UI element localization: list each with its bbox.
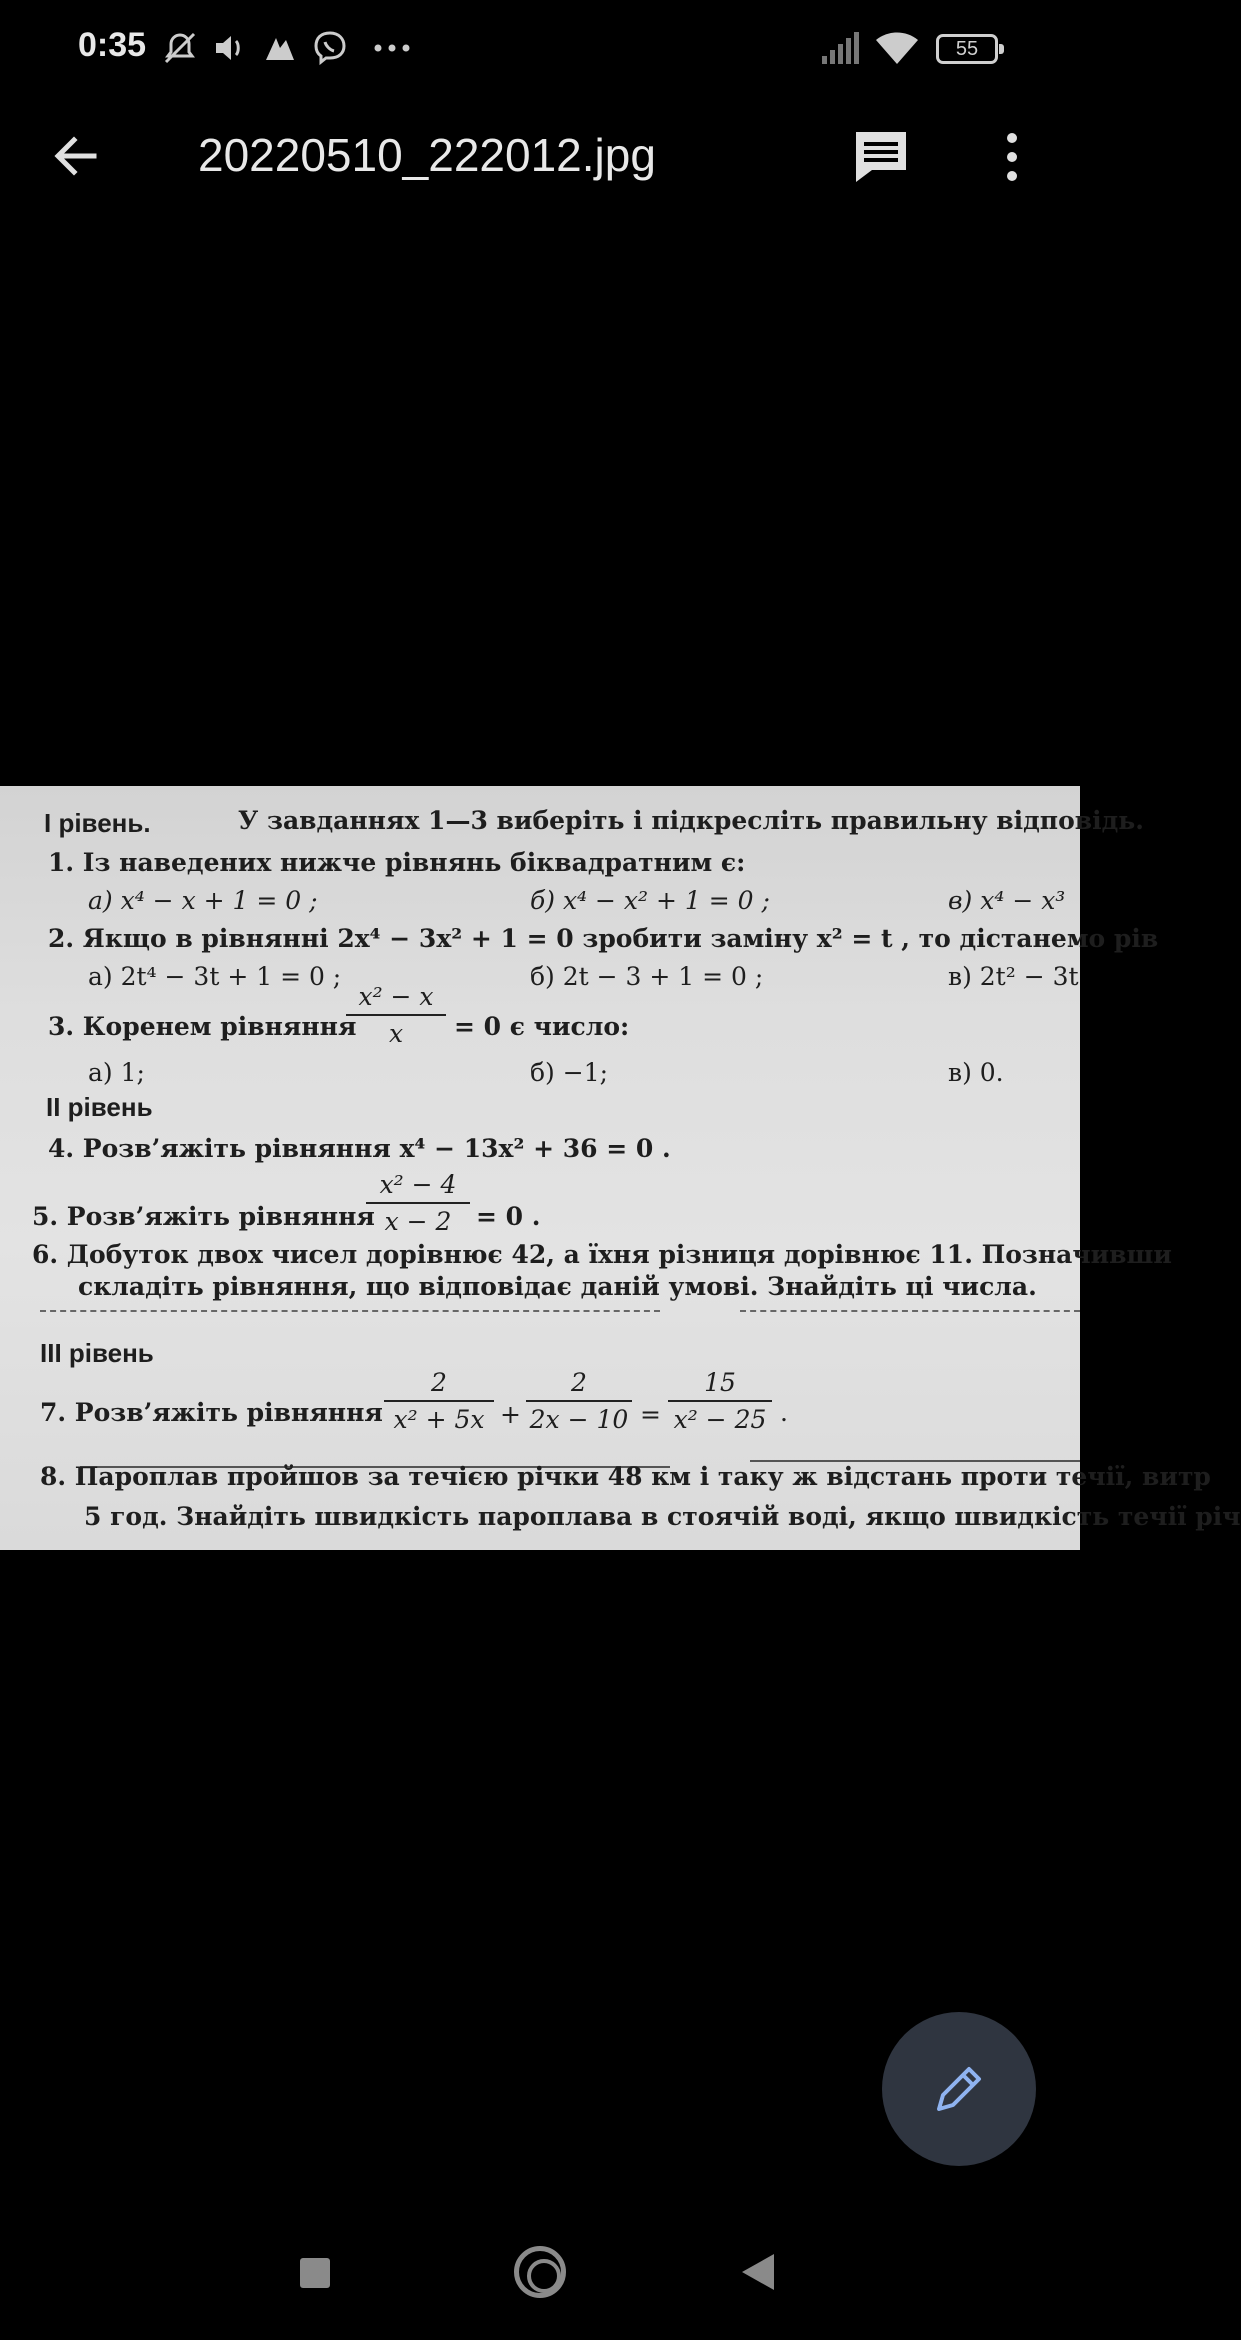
q4-text: 4. Розв’яжіть рівняння x⁴ − 13x² + 36 = 0 . — [48, 1134, 671, 1163]
q7-f2-denominator: 2x − 10 — [529, 1405, 629, 1434]
fraction-bar — [346, 1014, 446, 1016]
q1-option-c: в) x⁴ − x³ — [948, 886, 1066, 915]
q7-fraction-2 — [526, 1368, 632, 1434]
q3-option-b: б) −1; — [530, 1058, 609, 1087]
q5-numerator: x² − 4 — [379, 1170, 457, 1199]
q2-option-b: б) 2t − 3 + 1 = 0 ; — [530, 962, 764, 991]
status-bar — [0, 0, 1080, 100]
q6-line2: складіть рівняння, що відповідає даній умові. Знайдіть ці числа. — [78, 1272, 1037, 1301]
q1-option-b: б) x⁴ − x² + 1 = 0 ; — [530, 886, 770, 915]
wifi-icon — [874, 28, 920, 68]
q7-equals: = — [640, 1400, 661, 1429]
mute-icon — [160, 28, 200, 68]
comment-icon[interactable] — [848, 124, 914, 190]
q7-text: 7. Розв’яжіть рівняння — [40, 1398, 383, 1427]
q6-line1: 6. Добуток двох чисел дорівнює 42, а їхня різниця дорівнює 11. Позначивши — [32, 1240, 1172, 1269]
q3-numerator: x² − x — [358, 982, 434, 1011]
signal-icon — [818, 28, 862, 68]
level3-heading: III рівень — [40, 1338, 154, 1368]
back-arrow-icon[interactable] — [46, 126, 106, 186]
q5-denominator: x − 2 — [384, 1207, 452, 1236]
q8-line2: 5 год. Знайдіть швидкість пароплава в стоячій воді, якщо швидкість течії річ — [84, 1502, 1241, 1531]
file-title: 20220510_222012.jpg — [198, 129, 656, 181]
answer-line — [40, 1310, 660, 1312]
app-bar — [0, 100, 1080, 212]
app-icon — [260, 28, 300, 68]
q1-option-a: а) x⁴ − x + 1 = 0 ; — [88, 886, 318, 915]
q7-fraction-3 — [668, 1368, 772, 1434]
q7-f1-numerator: 2 — [431, 1368, 447, 1397]
q7-f2-numerator: 2 — [571, 1368, 587, 1397]
edit-fab[interactable] — [882, 2012, 1036, 2166]
q2-text: 2. Якщо в рівнянні 2x⁴ − 3x² + 1 = 0 зробити заміну x² = t , то дістанемо рів — [48, 924, 1159, 953]
recents-square-icon[interactable] — [300, 2258, 330, 2288]
fraction-bar — [366, 1202, 470, 1204]
q2-option-c: в) 2t² − 3t — [948, 962, 1079, 991]
answer-line — [740, 1310, 1080, 1312]
volume-icon — [210, 28, 250, 68]
fraction-bar — [384, 1400, 494, 1402]
fraction-bar — [526, 1400, 632, 1402]
edit-pencil-icon — [929, 2059, 989, 2119]
document-photo[interactable] — [0, 786, 1241, 1550]
level2-heading: II рівень — [46, 1092, 153, 1122]
q7-dot: . — [780, 1398, 788, 1427]
battery-indicator: 55 — [936, 34, 998, 64]
q3-fraction — [346, 982, 446, 1048]
level1-heading: I рівень. — [44, 808, 151, 838]
q7-plus: + — [500, 1400, 521, 1429]
home-circle-icon[interactable] — [514, 2246, 566, 2298]
q2-option-a: а) 2t⁴ − 3t + 1 = 0 ; — [88, 962, 342, 991]
q7-f1-denominator: x² + 5x — [393, 1405, 485, 1434]
q7-f3-denominator: x² − 25 — [673, 1405, 767, 1434]
q3-option-c: в) 0. — [948, 1058, 1004, 1087]
viber-icon — [310, 28, 350, 68]
q1-text: 1. Із наведених нижче рівнянь біквадратним є: — [48, 848, 746, 877]
q3-tail: = 0 є число: — [454, 1012, 630, 1041]
more-vert-icon[interactable] — [992, 124, 1032, 190]
q3-option-a: а) 1; — [88, 1058, 145, 1087]
q3-denominator: x — [388, 1019, 404, 1048]
status-time: 0:35 — [78, 26, 147, 64]
q5-fraction — [366, 1170, 470, 1236]
fraction-bar — [668, 1400, 772, 1402]
back-triangle-icon[interactable] — [742, 2254, 774, 2290]
level1-instruction: У завданнях 1—3 виберіть і підкресліть правильну відповідь. — [238, 806, 1144, 835]
q3-text: 3. Коренем рівняння — [48, 1012, 357, 1041]
q8-line1: 8. Пароплав пройшов за течією річки 48 км і таку ж відстань проти течії, витр — [40, 1462, 1211, 1491]
q5-tail: = 0 . — [476, 1202, 541, 1231]
q5-text: 5. Розв’яжіть рівняння — [32, 1202, 375, 1231]
q7-f3-numerator: 15 — [704, 1368, 736, 1397]
more-notifications-icon — [370, 28, 414, 68]
q7-fraction-1 — [384, 1368, 494, 1434]
